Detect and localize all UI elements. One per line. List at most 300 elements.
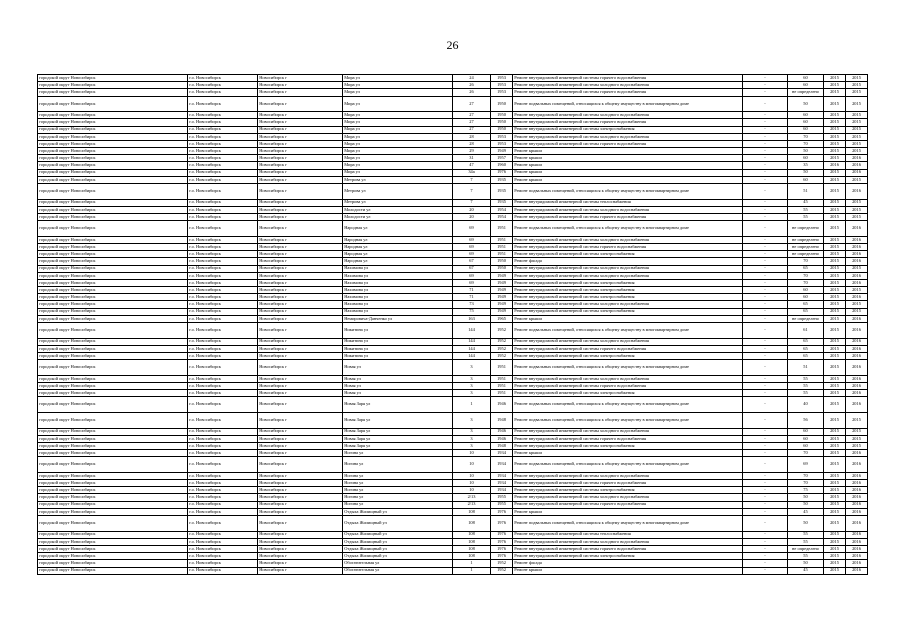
start-year-cell: 2015: [824, 148, 846, 155]
settlement-cell: Новосибирск г: [258, 133, 343, 140]
start-year-cell: 2015: [824, 560, 846, 567]
house-number-cell: 144: [453, 353, 491, 360]
street-cell: Народная ул: [343, 251, 453, 258]
city-cell: г.о. Новосибирск: [188, 243, 258, 250]
start-year-cell: 2015: [824, 382, 846, 389]
street-cell: Мира ул: [343, 162, 453, 169]
district-cell: городской округ Новосибирск: [38, 560, 188, 567]
work-type-cell: Ремонт внутридомовой инженерной системы холодного водоснабжения: [513, 494, 743, 501]
table-row: [38, 538, 868, 545]
start-year-cell: 2015: [824, 199, 846, 206]
cost-cell: 61: [788, 323, 824, 339]
table-row: [38, 457, 868, 473]
work-type-cell: Ремонт внутридомовой инженерной системы холодного водоснабжения: [513, 112, 743, 119]
street-cell: Ногина ул: [343, 501, 453, 508]
house-number-cell: 144: [453, 323, 491, 339]
district-cell: городской округ Новосибирск: [38, 487, 188, 494]
build-year-cell: 1953: [491, 75, 513, 82]
table-row: [38, 119, 868, 126]
build-year-cell: 1955: [491, 501, 513, 508]
build-year-cell: 1960: [491, 162, 513, 169]
build-year-cell: 1949: [491, 148, 513, 155]
table-row: [38, 148, 868, 155]
cost-cell: не определено: [788, 236, 824, 243]
house-number-cell: 27: [453, 96, 491, 112]
table-row: [38, 480, 868, 487]
kind-cell: -: [743, 75, 788, 82]
settlement-cell: Новосибирск г: [258, 96, 343, 112]
build-year-cell: 1950: [491, 112, 513, 119]
street-cell: Мира ул: [343, 169, 453, 176]
cost-cell: 60: [788, 428, 824, 435]
end-year-cell: 2016: [846, 516, 868, 532]
build-year-cell: 1952: [491, 567, 513, 574]
table-row: [38, 140, 868, 147]
city-cell: г.о. Новосибирск: [188, 442, 258, 449]
kind-cell: -: [743, 450, 788, 457]
street-cell: Ногина ул: [343, 494, 453, 501]
work-type-cell: Ремонт внутридомовой инженерной системы горячего водоснабжения: [513, 480, 743, 487]
city-cell: г.о. Новосибирск: [188, 133, 258, 140]
work-type-cell: Ремонт крыши: [513, 155, 743, 162]
district-cell: городской округ Новосибирск: [38, 553, 188, 560]
build-year-cell: 1952: [491, 560, 513, 567]
end-year-cell: 2016: [846, 360, 868, 376]
district-cell: городской округ Новосибирск: [38, 538, 188, 545]
kind-cell: -: [743, 501, 788, 508]
street-cell: Никитина ул: [343, 353, 453, 360]
street-cell: Мира ул: [343, 89, 453, 96]
work-type-cell: Ремонт внутридомовой инженерной системы электроснабжения: [513, 553, 743, 560]
build-year-cell: 1948: [491, 442, 513, 449]
start-year-cell: 2015: [824, 457, 846, 473]
work-type-cell: Ремонт внутридомовой инженерной системы горячего водоснабжения: [513, 435, 743, 442]
cost-cell: 70: [788, 258, 824, 265]
table-row: [38, 375, 868, 382]
kind-cell: -: [743, 272, 788, 279]
build-year-cell: 1949: [491, 279, 513, 286]
cost-cell: 60: [788, 126, 824, 133]
city-cell: г.о. Новосибирск: [188, 206, 258, 213]
table-row: [38, 243, 868, 250]
kind-cell: -: [743, 184, 788, 200]
city-cell: г.о. Новосибирск: [188, 494, 258, 501]
city-cell: г.о. Новосибирск: [188, 545, 258, 552]
house-number-cell: 47: [453, 162, 491, 169]
district-cell: городской округ Новосибирск: [38, 236, 188, 243]
table-row: [38, 531, 868, 538]
kind-cell: -: [743, 516, 788, 532]
settlement-cell: Новосибирск г: [258, 442, 343, 449]
street-cell: Мира ул: [343, 96, 453, 112]
district-cell: городской округ Новосибирск: [38, 89, 188, 96]
district-cell: городской округ Новосибирск: [38, 315, 188, 322]
table-row: [38, 236, 868, 243]
city-cell: г.о. Новосибирск: [188, 560, 258, 567]
end-year-cell: 2016: [846, 251, 868, 258]
district-cell: городской округ Новосибирск: [38, 397, 188, 413]
kind-cell: -: [743, 353, 788, 360]
start-year-cell: 2016: [824, 162, 846, 169]
settlement-cell: Новосибирск г: [258, 353, 343, 360]
cost-cell: 51: [788, 184, 824, 200]
table-row: [38, 487, 868, 494]
work-type-cell: Ремонт внутридомовой инженерной системы теплоснабжения: [513, 531, 743, 538]
street-cell: Ногина ул: [343, 450, 453, 457]
build-year-cell: 1951: [491, 382, 513, 389]
start-year-cell: 2015: [824, 338, 846, 345]
city-cell: г.о. Новосибирск: [188, 412, 258, 428]
kind-cell: -: [743, 287, 788, 294]
cost-cell: 60: [788, 442, 824, 449]
kind-cell: -: [743, 531, 788, 538]
cost-cell: 45: [788, 567, 824, 574]
end-year-cell: 2016: [846, 487, 868, 494]
build-year-cell: 1951: [491, 221, 513, 237]
work-type-cell: Ремонт внутридомовой инженерной системы холодного водоснабжения: [513, 538, 743, 545]
city-cell: г.о. Новосибирск: [188, 457, 258, 473]
house-number-cell: 144: [453, 345, 491, 352]
house-number-cell: 3: [453, 375, 491, 382]
work-type-cell: Ремонт фасада: [513, 258, 743, 265]
district-cell: городской округ Новосибирск: [38, 265, 188, 272]
house-number-cell: 3: [453, 360, 491, 376]
city-cell: г.о. Новосибирск: [188, 96, 258, 112]
city-cell: г.о. Новосибирск: [188, 140, 258, 147]
capital-repair-table-container: [37, 74, 867, 575]
work-type-cell: Ремонт подвальных помещений, относящихся к общему имуществу в многоквартирном доме: [513, 397, 743, 413]
city-cell: г.о. Новосибирск: [188, 323, 258, 339]
city-cell: г.о. Новосибирск: [188, 287, 258, 294]
district-cell: городской округ Новосибирск: [38, 567, 188, 574]
table-row: [38, 508, 868, 515]
end-year-cell: 2016: [846, 184, 868, 200]
street-cell: Народная ул: [343, 236, 453, 243]
cost-cell: 60: [788, 287, 824, 294]
settlement-cell: Новосибирск г: [258, 162, 343, 169]
cost-cell: 50: [788, 501, 824, 508]
settlement-cell: Новосибирск г: [258, 323, 343, 339]
street-cell: Новая ул: [343, 375, 453, 382]
table-row: [38, 472, 868, 479]
street-cell: Народная ул: [343, 221, 453, 237]
build-year-cell: 1952: [491, 323, 513, 339]
start-year-cell: 2015: [824, 494, 846, 501]
house-number-cell: 71: [453, 287, 491, 294]
end-year-cell: 2015: [846, 428, 868, 435]
end-year-cell: 2016: [846, 279, 868, 286]
settlement-cell: Новосибирск г: [258, 279, 343, 286]
work-type-cell: Ремонт внутридомовой инженерной системы холодного водоснабжения: [513, 265, 743, 272]
district-cell: городской округ Новосибирск: [38, 82, 188, 89]
work-type-cell: Ремонт внутридомовой инженерной системы электроснабжения: [513, 287, 743, 294]
start-year-cell: 2015: [824, 315, 846, 322]
work-type-cell: Ремонт внутридомовой инженерной системы теплоснабжения: [513, 199, 743, 206]
table-row: [38, 294, 868, 301]
settlement-cell: Новосибирск г: [258, 435, 343, 442]
street-cell: Ногина ул: [343, 487, 453, 494]
settlement-cell: Новосибирск г: [258, 382, 343, 389]
street-cell: Нахимова ул: [343, 294, 453, 301]
kind-cell: -: [743, 119, 788, 126]
cost-cell: не определено: [788, 89, 824, 96]
table-row: [38, 397, 868, 413]
kind-cell: -: [743, 338, 788, 345]
city-cell: г.о. Новосибирск: [188, 75, 258, 82]
house-number-cell: 69: [453, 221, 491, 237]
table-row: [38, 258, 868, 265]
end-year-cell: 2016: [846, 258, 868, 265]
end-year-cell: 2015: [846, 214, 868, 221]
start-year-cell: 2015: [824, 428, 846, 435]
city-cell: г.о. Новосибирск: [188, 258, 258, 265]
start-year-cell: 2015: [824, 140, 846, 147]
kind-cell: -: [743, 397, 788, 413]
end-year-cell: 2016: [846, 450, 868, 457]
settlement-cell: Новосибирск г: [258, 75, 343, 82]
start-year-cell: 2015: [824, 516, 846, 532]
cost-cell: 50: [788, 96, 824, 112]
work-type-cell: Ремонт внутридомовой инженерной системы электроснабжения: [513, 126, 743, 133]
work-type-cell: Ремонт подвальных помещений, относящихся к общему имуществу в многоквартирном доме: [513, 96, 743, 112]
build-year-cell: 1949: [491, 294, 513, 301]
build-year-cell: 1935: [491, 176, 513, 183]
end-year-cell: 2015: [846, 112, 868, 119]
district-cell: городской округ Новосибирск: [38, 323, 188, 339]
city-cell: г.о. Новосибирск: [188, 236, 258, 243]
city-cell: г.о. Новосибирск: [188, 338, 258, 345]
street-cell: Молодости ул: [343, 214, 453, 221]
street-cell: Отдыха Жилищный ул: [343, 516, 453, 532]
start-year-cell: 2015: [824, 251, 846, 258]
table-row: [38, 553, 868, 560]
start-year-cell: 2015: [824, 567, 846, 574]
cost-cell: 70: [788, 279, 824, 286]
end-year-cell: 2016: [846, 323, 868, 339]
house-number-cell: 3: [453, 382, 491, 389]
kind-cell: -: [743, 435, 788, 442]
settlement-cell: Новосибирск г: [258, 516, 343, 532]
cost-cell: 65: [788, 345, 824, 352]
city-cell: г.о. Новосибирск: [188, 487, 258, 494]
district-cell: городской округ Новосибирск: [38, 382, 188, 389]
build-year-cell: 1950: [491, 119, 513, 126]
end-year-cell: 2015: [846, 126, 868, 133]
city-cell: г.о. Новосибирск: [188, 375, 258, 382]
city-cell: г.о. Новосибирск: [188, 148, 258, 155]
end-year-cell: 2016: [846, 294, 868, 301]
settlement-cell: Новосибирск г: [258, 545, 343, 552]
end-year-cell: 2016: [846, 567, 868, 574]
settlement-cell: Новосибирск г: [258, 375, 343, 382]
street-cell: Нахимова ул: [343, 301, 453, 308]
start-year-cell: 2015: [824, 487, 846, 494]
cost-cell: не определено: [788, 251, 824, 258]
table-row: [38, 82, 868, 89]
end-year-cell: 2016: [846, 338, 868, 345]
end-year-cell: 2016: [846, 221, 868, 237]
start-year-cell: 2015: [824, 301, 846, 308]
table-row: [38, 75, 868, 82]
district-cell: городской округ Новосибирск: [38, 428, 188, 435]
settlement-cell: Новосибирск г: [258, 126, 343, 133]
end-year-cell: 2016: [846, 375, 868, 382]
end-year-cell: 2015: [846, 206, 868, 213]
city-cell: г.о. Новосибирск: [188, 308, 258, 315]
work-type-cell: Ремонт внутридомовой инженерной системы электроснабжения: [513, 279, 743, 286]
end-year-cell: 2016: [846, 243, 868, 250]
house-number-cell: 2/13: [453, 501, 491, 508]
end-year-cell: 2015: [846, 265, 868, 272]
district-cell: городской округ Новосибирск: [38, 251, 188, 258]
cost-cell: 70: [788, 480, 824, 487]
street-cell: Мира ул: [343, 112, 453, 119]
table-row: [38, 442, 868, 449]
city-cell: г.о. Новосибирск: [188, 480, 258, 487]
table-row: [38, 169, 868, 176]
work-type-cell: Ремонт внутридомовой инженерной системы электроснабжения: [513, 487, 743, 494]
end-year-cell: 2015: [846, 119, 868, 126]
kind-cell: -: [743, 112, 788, 119]
start-year-cell: 2015: [824, 308, 846, 315]
cost-cell: 55: [788, 375, 824, 382]
settlement-cell: Новосибирск г: [258, 315, 343, 322]
end-year-cell: 2015: [846, 75, 868, 82]
district-cell: городской округ Новосибирск: [38, 126, 188, 133]
build-year-cell: 1965: [491, 315, 513, 322]
street-cell: Ногина ул: [343, 472, 453, 479]
end-year-cell: 2016: [846, 480, 868, 487]
build-year-cell: 1976: [491, 516, 513, 532]
cost-cell: 70: [788, 140, 824, 147]
work-type-cell: Ремонт внутридомовой инженерной системы электроснабжения: [513, 442, 743, 449]
cost-cell: не определено: [788, 221, 824, 237]
table-row: [38, 199, 868, 206]
kind-cell: -: [743, 538, 788, 545]
settlement-cell: Новосибирск г: [258, 508, 343, 515]
start-year-cell: 2015: [824, 112, 846, 119]
street-cell: Мира ул: [343, 155, 453, 162]
work-type-cell: Ремонт внутридомовой инженерной системы горячего водоснабжения: [513, 119, 743, 126]
table-row: [38, 501, 868, 508]
house-number-cell: 3: [453, 428, 491, 435]
build-year-cell: 1948: [491, 412, 513, 428]
settlement-cell: Новосибирск г: [258, 236, 343, 243]
district-cell: городской округ Новосибирск: [38, 287, 188, 294]
end-year-cell: 2016: [846, 531, 868, 538]
end-year-cell: 2016: [846, 315, 868, 322]
start-year-cell: 2015: [824, 323, 846, 339]
start-year-cell: 2015: [824, 360, 846, 376]
kind-cell: -: [743, 96, 788, 112]
settlement-cell: Новосибирск г: [258, 199, 343, 206]
cost-cell: 45: [788, 508, 824, 515]
district-cell: городской округ Новосибирск: [38, 412, 188, 428]
end-year-cell: 2016: [846, 169, 868, 176]
start-year-cell: 2015: [824, 265, 846, 272]
end-year-cell: 2016: [846, 501, 868, 508]
work-type-cell: Ремонт внутридомовой инженерной системы электроснабжения: [513, 353, 743, 360]
house-number-cell: 108: [453, 553, 491, 560]
start-year-cell: 2015: [824, 279, 846, 286]
city-cell: г.о. Новосибирск: [188, 435, 258, 442]
city-cell: г.о. Новосибирск: [188, 184, 258, 200]
house-number-cell: 71: [453, 294, 491, 301]
table-row: [38, 428, 868, 435]
settlement-cell: Новосибирск г: [258, 308, 343, 315]
settlement-cell: Новосибирск г: [258, 272, 343, 279]
table-row: [38, 89, 868, 96]
capital-repair-table: [37, 74, 868, 575]
cost-cell: не определено: [788, 243, 824, 250]
work-type-cell: Ремонт подвальных помещений, относящихся к общему имуществу в многоквартирном доме: [513, 457, 743, 473]
end-year-cell: 2016: [846, 272, 868, 279]
district-cell: городской округ Новосибирск: [38, 435, 188, 442]
end-year-cell: 2015: [846, 308, 868, 315]
work-type-cell: Ремонт фасада: [513, 560, 743, 567]
build-year-cell: 1976: [491, 553, 513, 560]
street-cell: Народная ул: [343, 243, 453, 250]
house-number-cell: 27: [453, 119, 491, 126]
kind-cell: -: [743, 133, 788, 140]
settlement-cell: Новосибирск г: [258, 360, 343, 376]
start-year-cell: 2015: [824, 480, 846, 487]
house-number-cell: 2/13: [453, 494, 491, 501]
work-type-cell: Ремонт подвальных помещений, относящихся к общему имуществу в многоквартирном доме: [513, 412, 743, 428]
district-cell: городской округ Новосибирск: [38, 148, 188, 155]
kind-cell: -: [743, 457, 788, 473]
kind-cell: -: [743, 243, 788, 250]
build-year-cell: 1934: [491, 480, 513, 487]
build-year-cell: 1935: [491, 184, 513, 200]
kind-cell: -: [743, 375, 788, 382]
district-cell: городской округ Новосибирск: [38, 516, 188, 532]
start-year-cell: 2015: [824, 176, 846, 183]
table-row: [38, 133, 868, 140]
table-row: [38, 184, 868, 200]
cost-cell: 60: [788, 176, 824, 183]
work-type-cell: Ремонт подвальных помещений, относящихся к общему имуществу в многоквартирном доме: [513, 516, 743, 532]
cost-cell: 51: [788, 360, 824, 376]
kind-cell: -: [743, 412, 788, 428]
district-cell: городской округ Новосибирск: [38, 501, 188, 508]
end-year-cell: 2016: [846, 390, 868, 397]
kind-cell: -: [743, 251, 788, 258]
house-number-cell: 3: [453, 390, 491, 397]
cost-cell: 75: [788, 487, 824, 494]
district-cell: городской округ Новосибирск: [38, 301, 188, 308]
cost-cell: 65: [788, 301, 824, 308]
work-type-cell: Ремонт крыши: [513, 169, 743, 176]
build-year-cell: 1951: [491, 360, 513, 376]
district-cell: городской округ Новосибирск: [38, 545, 188, 552]
end-year-cell: 2016: [846, 162, 868, 169]
settlement-cell: Новосибирск г: [258, 251, 343, 258]
end-year-cell: 2016: [846, 545, 868, 552]
city-cell: г.о. Новосибирск: [188, 112, 258, 119]
kind-cell: -: [743, 221, 788, 237]
start-year-cell: 2015: [824, 375, 846, 382]
kind-cell: -: [743, 89, 788, 96]
settlement-cell: Новосибирск г: [258, 82, 343, 89]
street-cell: Метрова ул: [343, 184, 453, 200]
settlement-cell: Новосибирск г: [258, 214, 343, 221]
end-year-cell: 2015: [846, 412, 868, 428]
settlement-cell: Новосибирск г: [258, 221, 343, 237]
build-year-cell: 1934: [491, 457, 513, 473]
house-number-cell: 10: [453, 472, 491, 479]
district-cell: городской округ Новосибирск: [38, 214, 188, 221]
